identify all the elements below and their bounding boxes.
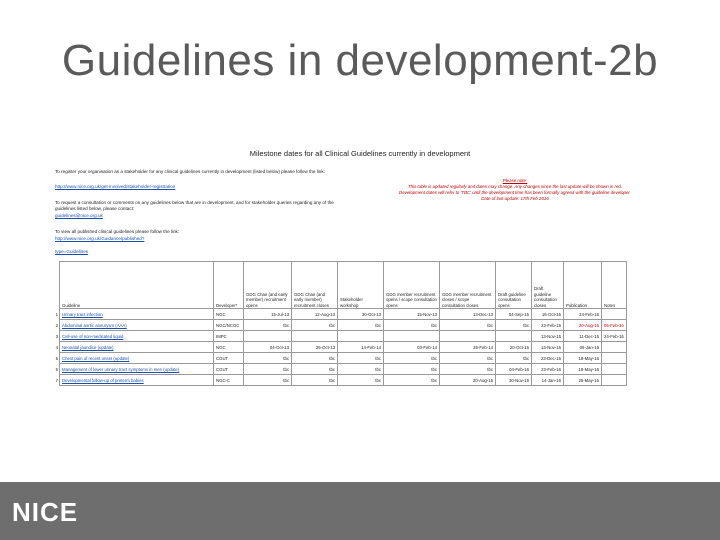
table-cell: tbc <box>440 320 496 331</box>
row-number: 2 <box>50 320 60 331</box>
table-cell: tbc <box>338 364 384 375</box>
stakeholder-registration-link[interactable]: http://www.nice.org.uk/get-involved/stakeholder-registration <box>55 184 176 189</box>
table-cell: 20-Aug-15 <box>564 320 602 331</box>
table-cell: CGUT <box>214 353 244 364</box>
guideline-link[interactable]: Chest pain of recent onset (update) <box>60 353 214 364</box>
table-cell: 15-Jul-13 <box>244 309 292 320</box>
published-guidelines-link-type[interactable]: type=Guidelines <box>55 249 89 254</box>
nice-logo: NICE <box>12 497 79 527</box>
column-header: GDG member recruitment closes / scope consultation closes <box>440 262 496 309</box>
table-cell <box>292 331 338 342</box>
row-number: 3 <box>50 331 60 342</box>
table-cell: 03-Feb-14 <box>384 342 440 353</box>
table-cell: 04-Oct-13 <box>244 342 292 353</box>
table-cell: 14-Feb-14 <box>338 342 384 353</box>
table-cell: tbc <box>384 320 440 331</box>
table-cell: 04-Sep-15 <box>496 309 532 320</box>
column-header: Draft guideline consultation opens <box>496 262 532 309</box>
table-cell: tbc <box>292 364 338 375</box>
stakeholder-intro: To register your organisation as a stakeholder for any clinical guidelines currently in development (listed below) please follow the link: <box>55 169 325 174</box>
table-cell: 11-Dec-15 <box>564 331 602 342</box>
table-cell <box>602 353 627 364</box>
column-header: Guideline <box>60 262 214 309</box>
note-line: This table is updated regularly and dates may change. Any changes since the last update will be shown in red. <box>407 184 623 189</box>
slide-title: Guidelines in development-2b <box>61 36 659 85</box>
guideline-link[interactable]: Urinary tract infection <box>60 309 214 320</box>
column-header: Developer* <box>214 262 244 309</box>
table-cell: tbc <box>244 353 292 364</box>
table-cell: 20-Aug-15 <box>440 375 496 386</box>
table-cell: IMPC <box>214 331 244 342</box>
table-cell: 30-Oct-13 <box>338 309 384 320</box>
table-row <box>50 364 626 375</box>
table-cell: tbc <box>244 320 292 331</box>
table-cell: NGC <box>214 342 244 353</box>
guideline-link[interactable]: Management of lower urinary tract symptoms in men (update) <box>60 364 214 375</box>
column-header: Publication <box>564 262 602 309</box>
table-cell <box>602 375 627 386</box>
row-number: 1 <box>50 309 60 320</box>
table-row <box>50 353 626 364</box>
table-cell <box>338 331 384 342</box>
table-cell <box>384 331 440 342</box>
milestone-heading: Milestone dates for all Clinical Guidelines currently in development <box>249 149 471 158</box>
column-header: Notes <box>602 262 627 309</box>
row-number: 6 <box>50 364 60 375</box>
contact-intro: To request a consultation or comments on any guidelines below that are in development, and for stakeholder queries regarding any of the guidelines listed below, please contact: <box>55 200 334 211</box>
table-cell: 23-Dec-15 <box>532 353 564 364</box>
table-cell: tbc <box>384 375 440 386</box>
column-header: GDG member recruitment opens / scope consultation opens <box>384 262 440 309</box>
table-row <box>50 342 626 353</box>
table-cell: 13-Dec-13 <box>440 309 496 320</box>
column-header: Draft guideline consultation closes <box>532 262 564 309</box>
table-cell: tbc <box>292 320 338 331</box>
table-cell <box>602 364 627 375</box>
table-cell: 24-Feb-16 <box>602 331 627 342</box>
table-cell: tbc <box>292 353 338 364</box>
published-guidelines-link[interactable]: http://www.nice.org.uk/Guidance/published? <box>55 236 145 241</box>
table-cell: tbc <box>496 353 532 364</box>
table-cell: tbc <box>292 375 338 386</box>
table-cell: NGC-C <box>214 375 244 386</box>
table-cell: 13-Nov-15 <box>532 342 564 353</box>
table-cell: 24-Feb-16 <box>564 309 602 320</box>
table-cell: tbc <box>338 320 384 331</box>
row-number: 7 <box>50 375 60 386</box>
row-number: 4 <box>50 342 60 353</box>
table-cell: 13-Nov-15 <box>532 331 564 342</box>
table-cell: 26-Feb-14 <box>440 342 496 353</box>
table-cell: 25-May-16 <box>564 375 602 386</box>
guideline-link[interactable]: Cell-use of non-medicated liquid <box>60 331 214 342</box>
table-cell <box>496 331 532 342</box>
table-cell: 05-Feb-16 <box>602 320 627 331</box>
table-cell: tbc <box>244 364 292 375</box>
table-cell: 18-May-16 <box>564 364 602 375</box>
table-cell: NGC/NCGC <box>214 320 244 331</box>
table-cell: tbc <box>440 364 496 375</box>
table-row <box>50 320 626 331</box>
table-cell: 14-Jan-16 <box>532 375 564 386</box>
table-cell: tbc <box>384 364 440 375</box>
table-cell: tbc <box>244 375 292 386</box>
table-cell <box>602 342 627 353</box>
note-heading: Please note: <box>502 178 528 183</box>
table-cell: tbc <box>440 353 496 364</box>
table-cell: tbc <box>384 353 440 364</box>
guidelines-table <box>50 261 627 386</box>
table-cell <box>244 331 292 342</box>
table-cell: 30-Nov-15 <box>496 375 532 386</box>
table-cell: 15-Nov-13 <box>384 309 440 320</box>
guideline-link[interactable]: Abdominal aortic aneurysm (AAA) <box>60 320 214 331</box>
published-intro: To view all published clinical guidelines please follow the link: <box>55 229 180 234</box>
table-cell: 25-Oct-13 <box>292 342 338 353</box>
update-note <box>370 178 660 202</box>
table-cell <box>602 309 627 320</box>
table-cell: 20-Oct-15 <box>496 342 532 353</box>
row-number: 5 <box>50 353 60 364</box>
guideline-link[interactable]: Developmental follow-up of preterm babies <box>60 375 214 386</box>
note-line: Development dates will refer to 'TBC' until the development time has been formally agreed with the guideline developer. <box>399 190 631 195</box>
table-header-row <box>50 262 626 309</box>
column-header: Stakeholder workshop <box>338 262 384 309</box>
table-row <box>50 375 626 386</box>
table-cell: 23-Feb-15 <box>532 320 564 331</box>
table-cell: 18-May-16 <box>564 353 602 364</box>
column-header: GDG Chair (and early member) recruitment closes <box>292 262 338 309</box>
table-cell: tbc <box>338 375 384 386</box>
column-header: GDG Chair (and early member) recruitment opens <box>244 262 292 309</box>
table-cell: 12-Aug-13 <box>292 309 338 320</box>
guideline-link[interactable]: Neonatal jaundice (update) <box>60 342 214 353</box>
table-cell <box>440 331 496 342</box>
table-row <box>50 331 626 342</box>
guidelines-email-link[interactable]: guidelines@nice.org.uk <box>55 213 103 218</box>
footer-bar <box>0 482 720 540</box>
table-row <box>50 309 626 320</box>
table-cell: tbc <box>338 353 384 364</box>
table-cell: CGUT <box>214 364 244 375</box>
table-cell: 23-Feb-16 <box>532 364 564 375</box>
table-cell: 06-Jan-16 <box>564 342 602 353</box>
table-cell: tbc <box>496 320 532 331</box>
table-cell: NGC <box>214 309 244 320</box>
note-date: Date of last update: 17th Feb 2016 <box>481 196 549 201</box>
table-cell: 04-Feb-16 <box>496 364 532 375</box>
table-cell: 16-Oct-15 <box>532 309 564 320</box>
